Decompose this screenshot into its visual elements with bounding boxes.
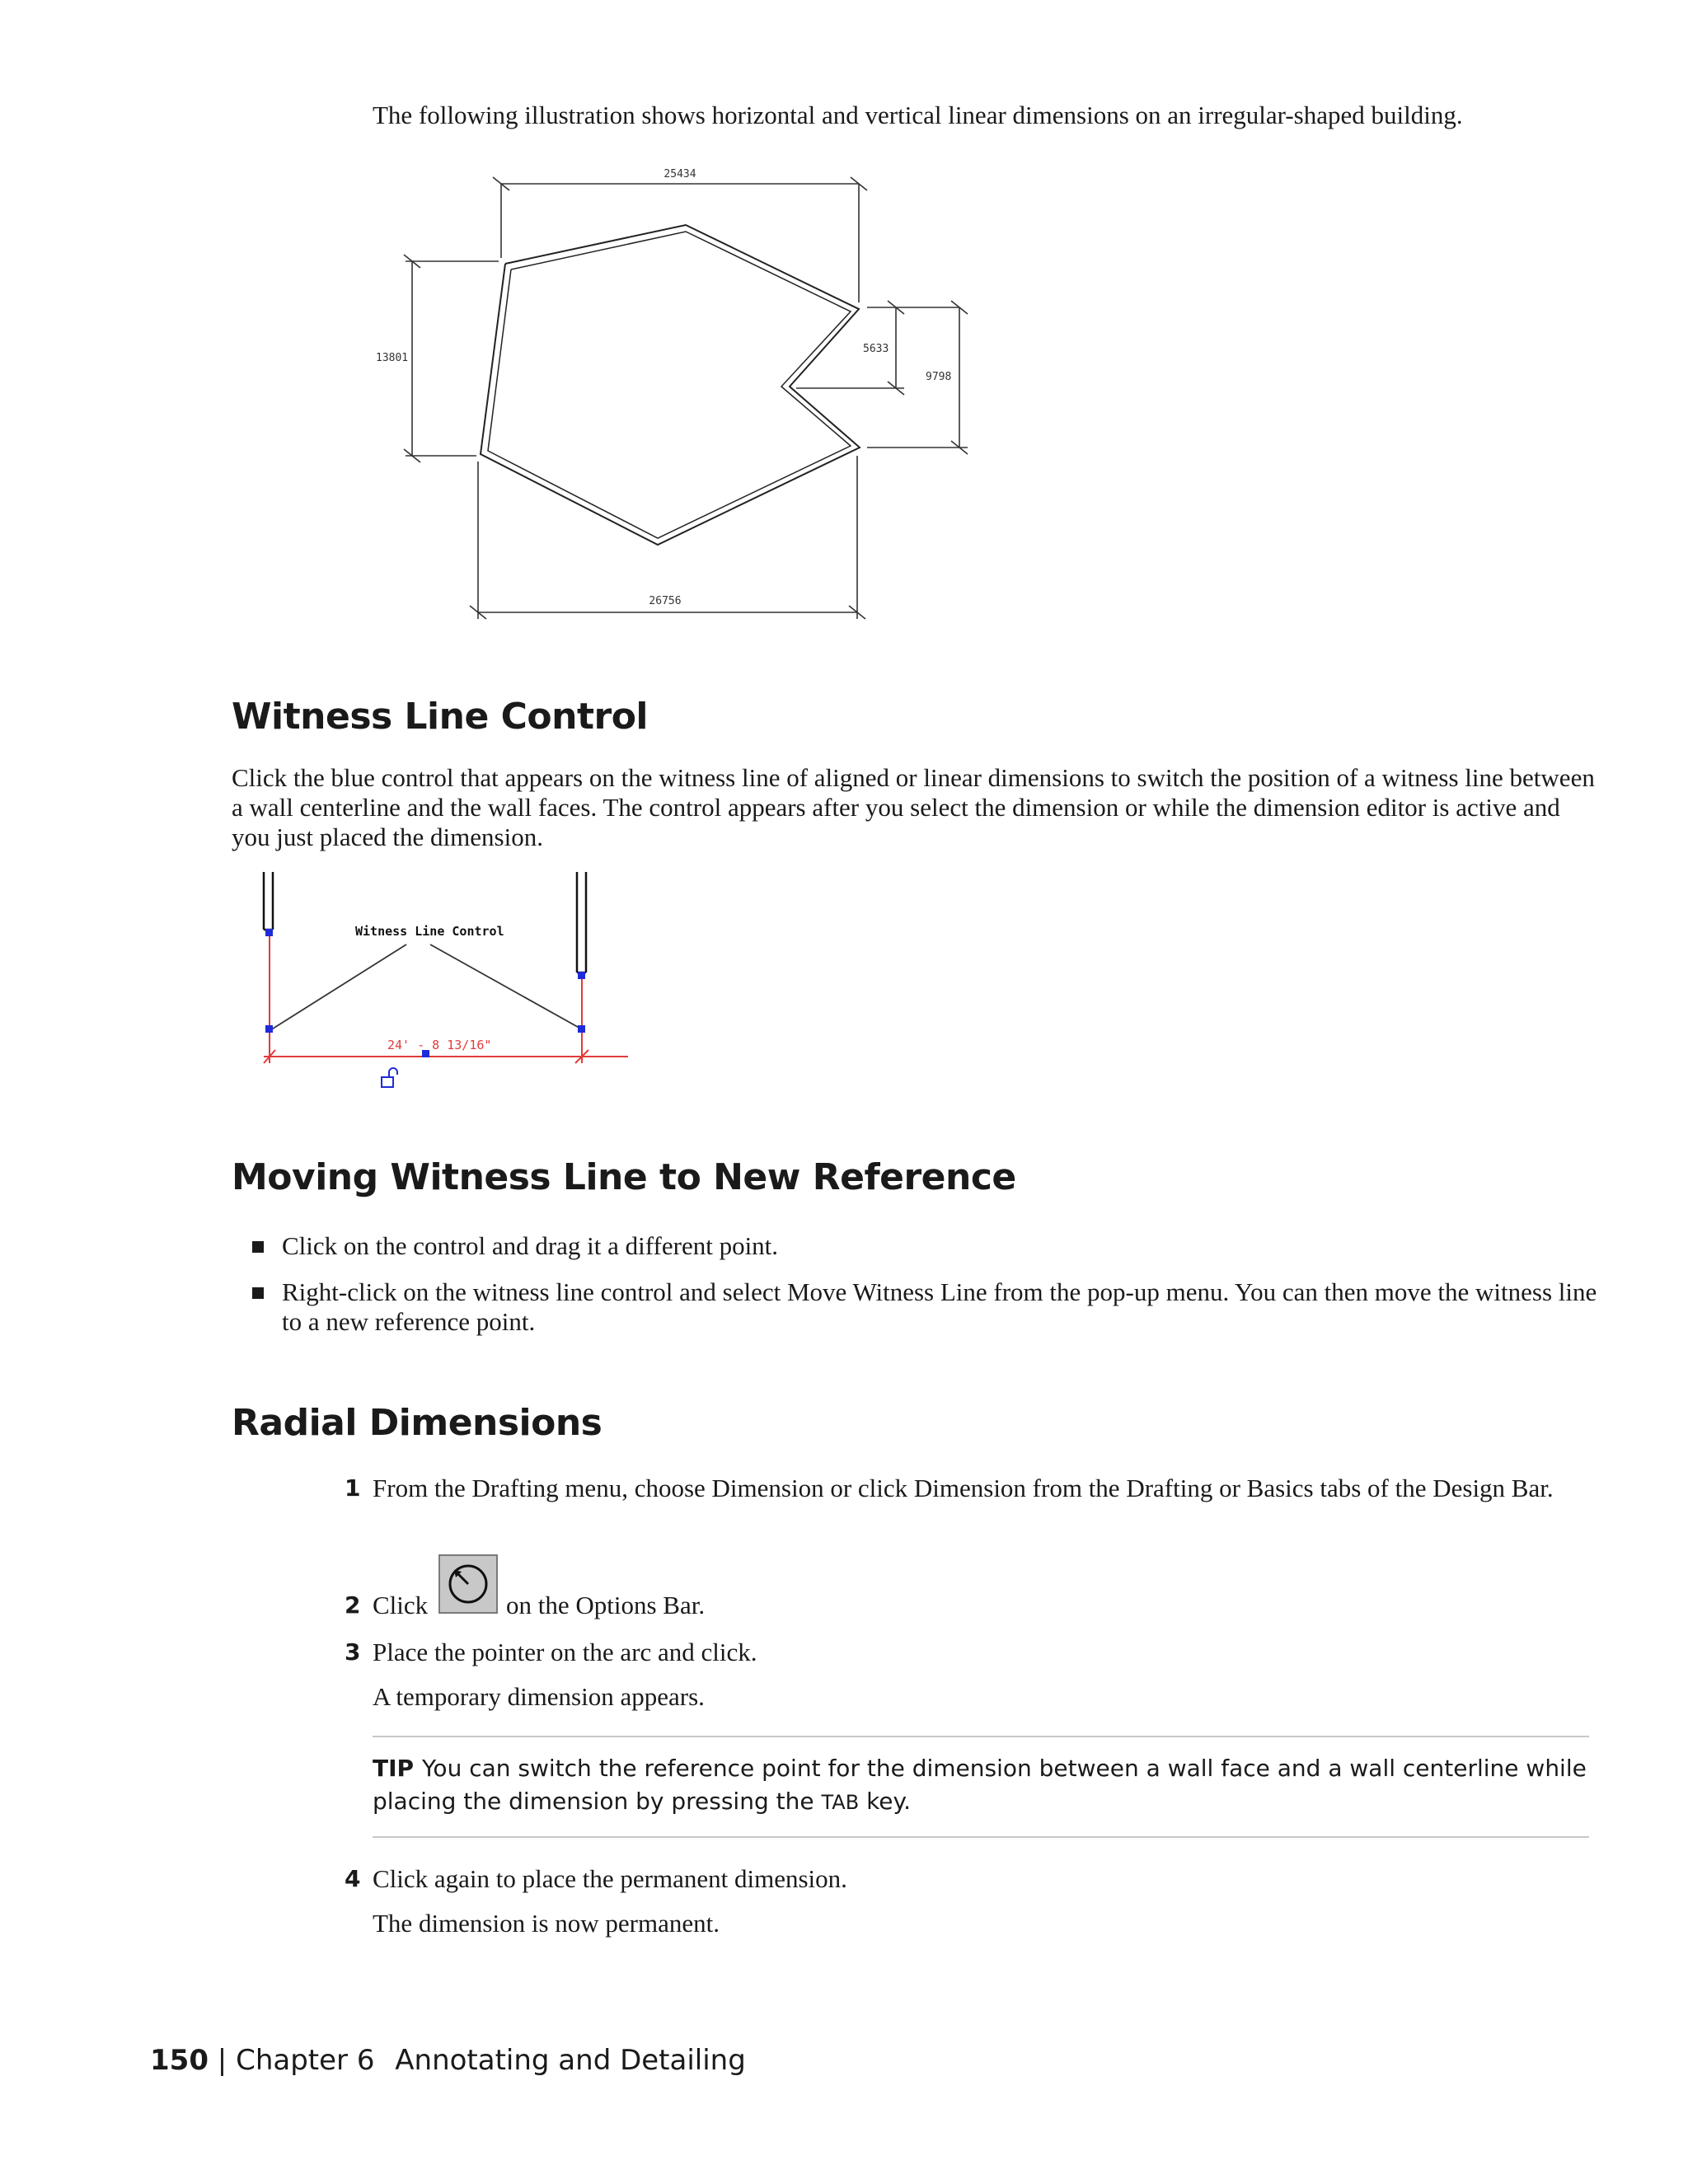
moving-witness-line-heading: Moving Witness Line to New Reference <box>232 1156 1016 1198</box>
dim-label-right-outer: 9798 <box>926 371 952 383</box>
step-3 <box>345 1638 1592 1667</box>
bullet-text: Right-click on the witness line control and select Move Witness Line from the pop-up menu. You can then move the witness line to a new reference point. <box>282 1277 1597 1336</box>
dim-label-bottom: 26756 <box>649 595 682 607</box>
step-text: Click <box>373 1591 429 1619</box>
wall-right <box>577 872 586 972</box>
witness-line-control-label: Witness Line Control <box>355 924 504 939</box>
step-2-continuation: on the Options Bar. <box>506 1591 706 1619</box>
tip-box <box>373 1736 1589 1838</box>
tip-label: TIP <box>373 1755 415 1782</box>
radial-dimension-icon[interactable] <box>438 1554 498 1614</box>
step-number: 4 <box>345 1865 361 1892</box>
footer-separator: | <box>217 2044 227 2077</box>
step-text: Place the pointer on the arc and click. <box>373 1638 757 1666</box>
bullet-text: Click on the control and drag it a different point. <box>282 1231 779 1260</box>
witness-control-grip[interactable] <box>578 972 585 979</box>
intro-paragraph: The following illustration shows horizontal and vertical linear dimensions on an irregular-shaped building. <box>373 101 1463 129</box>
chapter-title: Annotating and Detailing <box>395 2044 746 2077</box>
step-4-result: The dimension is now permanent. <box>373 1909 720 1938</box>
witness-control-grip[interactable] <box>265 1025 273 1033</box>
witness-line-control-figure <box>247 872 635 1103</box>
dim-label-right-inner: 5633 <box>863 343 889 355</box>
bullet-item <box>252 1231 1601 1261</box>
witness-control-grip[interactable] <box>265 929 273 936</box>
step-1 <box>345 1474 1592 1503</box>
chapter-label: Chapter 6 <box>236 2044 375 2077</box>
step-number: 1 <box>345 1474 361 1502</box>
bullet-icon <box>252 1287 264 1299</box>
dim-label-left: 13801 <box>376 352 409 364</box>
step-3-result: A temporary dimension appears. <box>373 1682 705 1711</box>
building-wall-outline <box>481 225 860 545</box>
radial-dimensions-heading: Radial Dimensions <box>232 1402 603 1444</box>
bullet-list <box>252 1231 1601 1337</box>
step-number: 2 <box>345 1591 361 1619</box>
witness-control-grip[interactable] <box>578 1025 585 1033</box>
step-4 <box>345 1864 1592 1894</box>
step-text: Click again to place the permanent dimension. <box>373 1864 847 1893</box>
page-footer <box>150 2044 746 2077</box>
witness-line-control-paragraph: Click the blue control that appears on the witness line of aligned or linear dimensions to switch the position of a witness line between a wall centerline and the wall faces. The control appears after you select the dimension or while the dimension editor is active and you just placed the dimension. <box>232 763 1595 851</box>
bullet-icon <box>252 1241 264 1253</box>
tip-body-end: key. <box>866 1788 911 1815</box>
wall-left <box>264 872 273 930</box>
building-dimensions-figure <box>363 161 989 639</box>
witness-line-control-heading: Witness Line Control <box>232 696 649 738</box>
dim-label-top: 25434 <box>663 168 696 180</box>
tip-body: You can switch the reference point for the dimension between a wall face and a wall centerline while placing the dimension by pressing the <box>373 1755 1587 1815</box>
tab-key-label: TAB <box>821 1791 860 1814</box>
step-number: 3 <box>345 1638 361 1666</box>
bullet-item <box>252 1277 1601 1337</box>
step-text: From the Drafting menu, choose Dimension or click Dimension from the Drafting or Basics tabs of the Design Bar. <box>373 1474 1554 1502</box>
dimension-value-text: 24' - 8 13/16" <box>387 1038 492 1052</box>
page-number: 150 <box>150 2044 209 2077</box>
building-wall-inner <box>488 232 851 538</box>
lock-icon[interactable] <box>382 1068 397 1087</box>
tip-text <box>373 1752 1589 1819</box>
